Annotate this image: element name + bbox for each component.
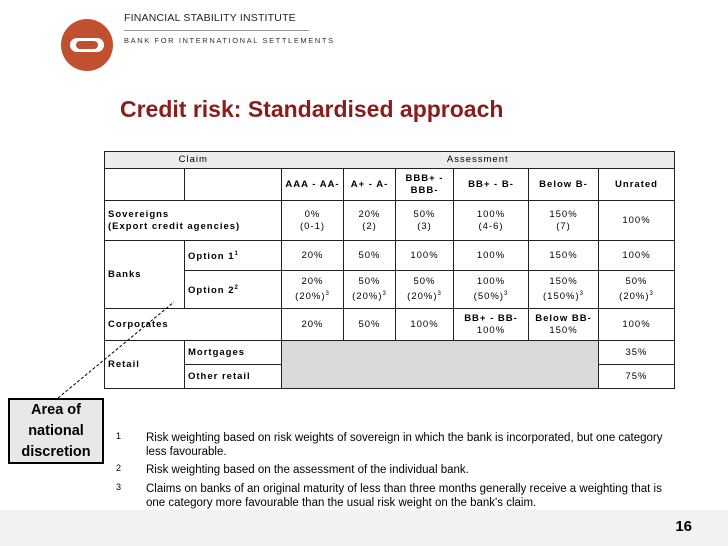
bis-logo-icon	[60, 18, 114, 72]
opt2-a: 50% $(20\%)^3$	[344, 271, 396, 309]
banks-option2-row	[105, 271, 675, 309]
slide-footer	[0, 510, 728, 546]
opt1-below-b: 150%	[529, 241, 599, 271]
corp-unrated: 100%	[599, 309, 675, 341]
opt1-a: 50%	[344, 241, 396, 271]
institute-name: FINANCIAL STABILITY INSTITUTE	[124, 12, 296, 24]
mortgages-label: Mortgages	[185, 341, 282, 365]
claim-header: Claim	[105, 152, 282, 169]
option1-label: Option $1^1$	[185, 241, 282, 271]
sovereigns-label: Sovereigns (Export credit agencies)	[105, 201, 282, 241]
corporates-row	[105, 309, 675, 341]
callout-pointer	[56, 300, 176, 400]
table-header-row	[105, 152, 675, 169]
corp-below-bb: Below BB- 150%	[529, 309, 599, 341]
rating-unrated: Unrated	[599, 169, 675, 201]
sovereigns-aaa: 0% (0-1)	[282, 201, 344, 241]
opt2-bbb: 50% $(20\%)^3$	[396, 271, 454, 309]
page-number: 16	[675, 518, 692, 535]
option2-label: Option $2^2$	[185, 271, 282, 309]
corp-a: 50%	[344, 309, 396, 341]
corp-aaa: 20%	[282, 309, 344, 341]
opt1-bb: 100%	[454, 241, 529, 271]
rating-bbb: BBB+ - BBB-	[396, 169, 454, 201]
sovereigns-below-b: 150% (7)	[529, 201, 599, 241]
sovereigns-unrated: 100%	[599, 201, 675, 241]
mortgages-value: 35%	[599, 341, 675, 365]
ratings-row	[105, 169, 675, 201]
sovereigns-bbb: 50% (3)	[396, 201, 454, 241]
sovereigns-row	[105, 201, 675, 241]
retail-mortgages-row	[105, 341, 675, 365]
opt2-bb: 100% $(50\%)^3$	[454, 271, 529, 309]
bank-name: BANK FOR INTERNATIONAL SETTLEMENTS	[124, 36, 335, 45]
retail-shaded-area	[282, 341, 599, 389]
assessment-header: Assessment	[282, 152, 675, 169]
rating-aaa: AAA - AA-	[282, 169, 344, 201]
opt2-unrated: 50% $(20\%)^3$	[599, 271, 675, 309]
corp-bbb: 100%	[396, 309, 454, 341]
risk-weight-table	[104, 151, 675, 389]
slide-title: Credit risk: Standardised approach	[120, 96, 504, 122]
opt1-unrated: 100%	[599, 241, 675, 271]
banks-label: Banks	[105, 241, 185, 309]
rating-bb: BB+ - B-	[454, 169, 529, 201]
national-discretion-callout: Area of national discretion	[8, 398, 104, 464]
opt1-bbb: 100%	[396, 241, 454, 271]
rating-below-b: Below B-	[529, 169, 599, 201]
corp-bb: BB+ - BB- 100%	[454, 309, 529, 341]
header-divider	[124, 30, 309, 31]
sovereigns-bb: 100% (4-6)	[454, 201, 529, 241]
rating-a: A+ - A-	[344, 169, 396, 201]
retail-label: Retail	[105, 341, 185, 389]
other-retail-value: 75%	[599, 365, 675, 389]
banks-option1-row	[105, 241, 675, 271]
corporates-label: Corporates	[105, 309, 282, 341]
sovereigns-a: 20% (2)	[344, 201, 396, 241]
opt2-aaa: 20% $(20\%)^3$	[282, 271, 344, 309]
opt1-aaa: 20%	[282, 241, 344, 271]
opt2-below-b: 150% $(150\%)^3$	[529, 271, 599, 309]
other-retail-label: Other retail	[185, 365, 282, 389]
